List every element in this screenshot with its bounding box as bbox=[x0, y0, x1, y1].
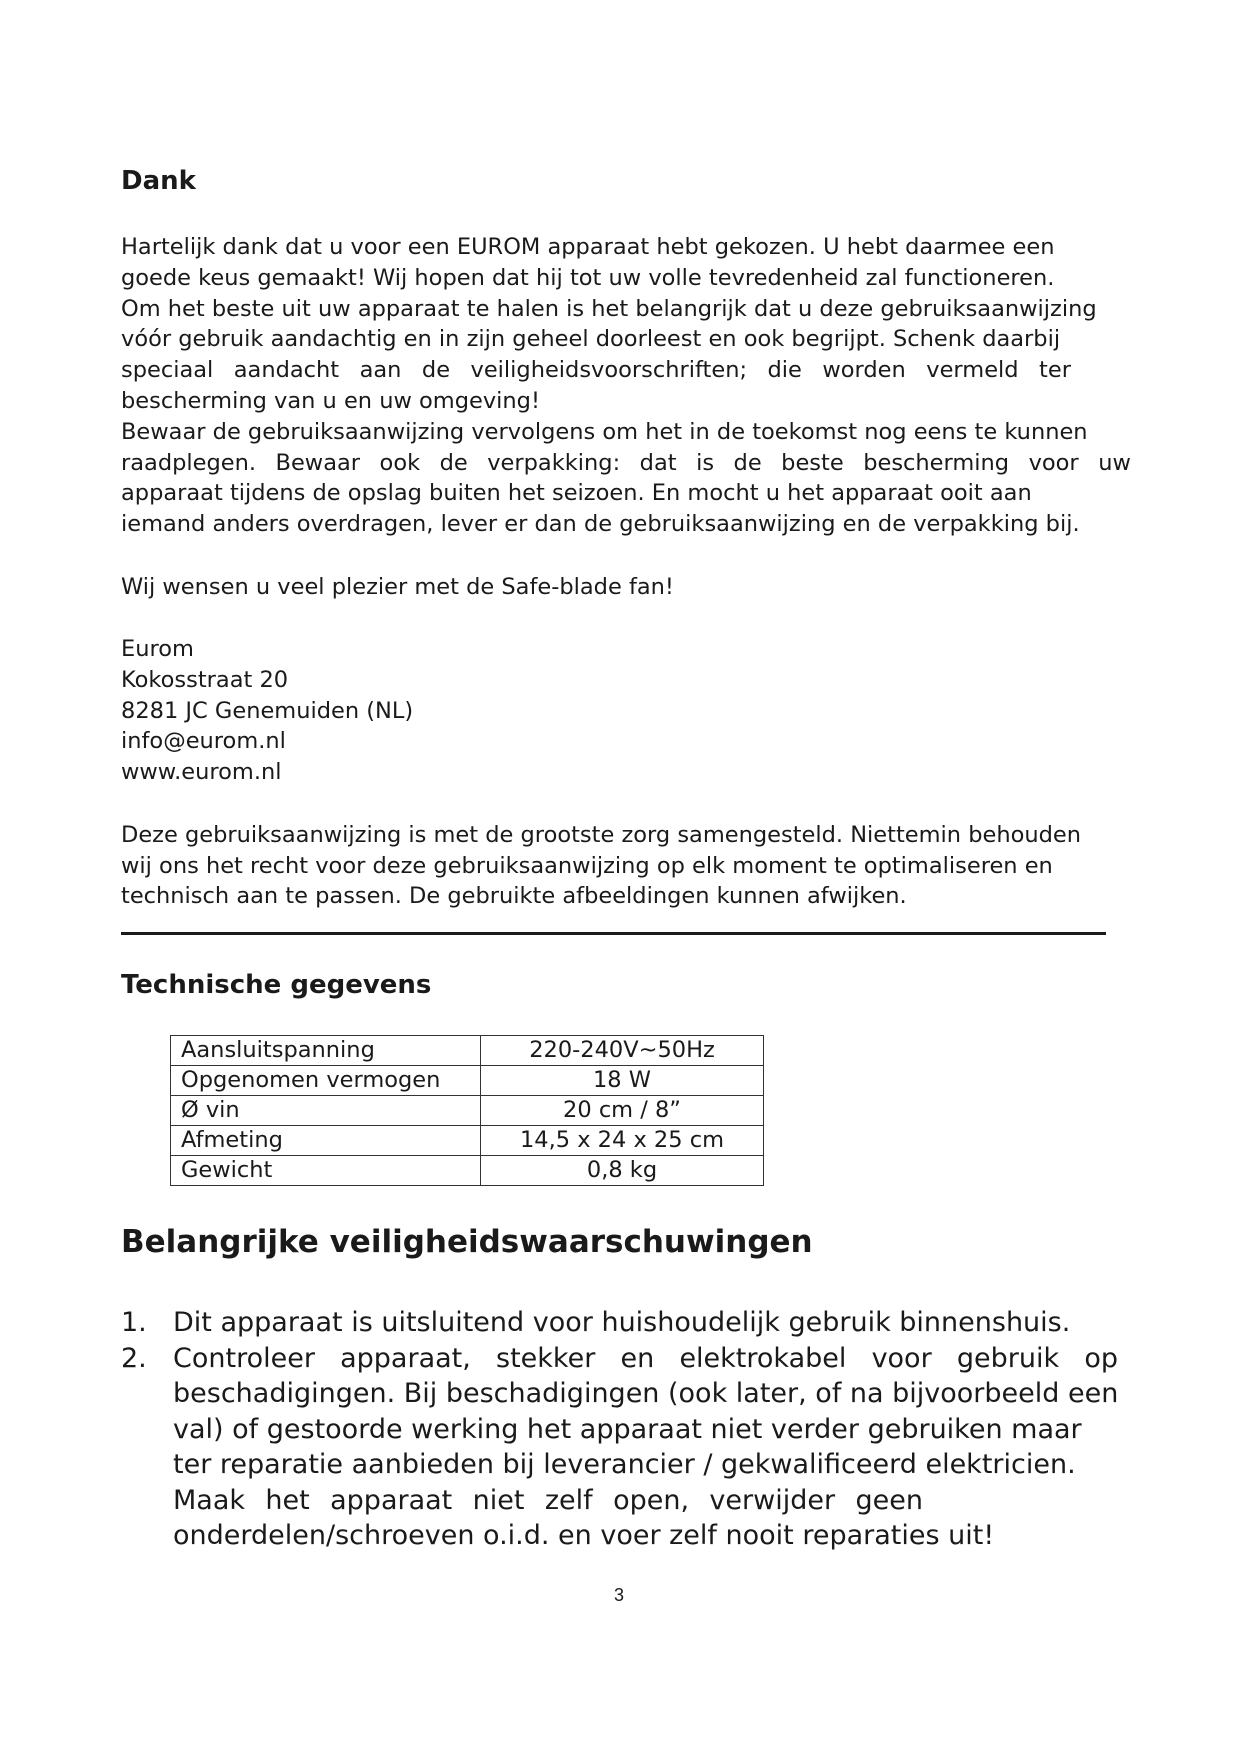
intro-line: Om het beste uit uw apparaat te halen is het belangrijk dat u deze gebruiksaanwijzing bbox=[121, 295, 1097, 322]
spec-label: Afmeting bbox=[171, 1126, 481, 1156]
intro-paragraph bbox=[121, 232, 1151, 540]
spec-label: Opgenomen vermogen bbox=[171, 1066, 481, 1096]
company-name: Eurom bbox=[121, 636, 194, 662]
warning-line: ter reparatie aanbieden bij leverancier / gekwalificeerd elektricien. bbox=[173, 1449, 1076, 1480]
intro-line: Bewaar de gebruiksaanwijzing vervolgens om het in de toekomst nog eens te kunnen bbox=[121, 418, 1088, 445]
company-street: Kokosstraat 20 bbox=[121, 666, 289, 693]
warning-line: Controleer apparaat, stekker en elektrokabel voor gebruik op bbox=[173, 1342, 1118, 1374]
intro-line: raadplegen. Bewaar ook de verpakking: dat is de beste bescherming voor uw bbox=[121, 449, 1131, 476]
wish-text: Wij wensen u veel plezier met de Safe-blade fan! bbox=[121, 574, 674, 600]
company-website: www.eurom.nl bbox=[121, 759, 282, 786]
spec-value: 14,5 x 24 x 25 cm bbox=[481, 1126, 764, 1156]
section-title-dank: Dank bbox=[121, 166, 196, 196]
list-item-number: 1. bbox=[121, 1307, 147, 1338]
disclaimer-line: technisch aan te passen. De gebruikte afbeeldingen kunnen afwijken. bbox=[121, 883, 907, 909]
intro-line: iemand anders overdragen, lever er dan de gebruiksaanwijzing en de verpakking bij. bbox=[121, 511, 1080, 538]
warning-line: val) of gestoorde werking het apparaat niet verder gebruiken maar bbox=[173, 1413, 1082, 1445]
list-item-number: 2. bbox=[121, 1342, 147, 1374]
disclaimer-line: Deze gebruiksaanwijzing is met de grootste zorg samengesteld. Niettemin behouden bbox=[121, 822, 1081, 848]
disclaimer-line: wij ons het recht voor deze gebruiksaanwijzing op elk moment te optimaliseren en bbox=[121, 852, 1053, 879]
spec-value: 220-240V~50Hz bbox=[481, 1036, 764, 1066]
spec-value: 20 cm / 8” bbox=[481, 1096, 764, 1126]
warning-line: Dit apparaat is uitsluitend voor huishoudelijk gebruik binnenshuis. bbox=[173, 1307, 1071, 1338]
spec-label: Gewicht bbox=[171, 1156, 481, 1186]
intro-line: goede keus gemaakt! Wij hopen dat hij tot uw volle tevredenheid zal functioneren. bbox=[121, 264, 1055, 291]
disclaimer-paragraph bbox=[121, 820, 1081, 912]
table-row bbox=[171, 1096, 764, 1126]
company-city: 8281 JC Genemuiden (NL) bbox=[121, 697, 414, 724]
intro-line: bescherming van u en uw omgeving! bbox=[121, 387, 540, 414]
section-title-safety: Belangrijke veiligheidswaarschuwingen bbox=[121, 1224, 813, 1260]
list-item bbox=[121, 1341, 1151, 1554]
table-row bbox=[171, 1126, 764, 1156]
intro-line: speciaal aandacht aan de veiligheidsvoorschriften; die worden vermeld ter bbox=[121, 357, 1071, 384]
table-row bbox=[171, 1066, 764, 1096]
warning-line: beschadigingen. Bij beschadigingen (ook later, of na bijvoorbeeld een bbox=[173, 1378, 1119, 1409]
page-number: 3 bbox=[614, 1585, 625, 1605]
safety-warnings-list bbox=[121, 1305, 1151, 1554]
company-address bbox=[121, 634, 413, 788]
warning-line: Maak het apparaat niet zelf open, verwijder geen bbox=[173, 1484, 923, 1516]
intro-line: vóór gebruik aandachtig en in zijn geheel doorleest en ook begrijpt. Schenk daarbij bbox=[121, 326, 1061, 353]
company-email: info@eurom.nl bbox=[121, 728, 286, 755]
spec-label: Ø vin bbox=[171, 1096, 481, 1126]
section-title-technical: Technische gegevens bbox=[121, 970, 432, 1000]
spec-label: Aansluitspanning bbox=[171, 1036, 481, 1066]
spec-value: 0,8 kg bbox=[481, 1156, 764, 1186]
table-row bbox=[171, 1036, 764, 1066]
intro-line: Hartelijk dank dat u voor een EUROM apparaat hebt gekozen. U hebt daarmee een bbox=[121, 234, 1055, 260]
intro-line: apparaat tijdens de opslag buiten het seizoen. En mocht u het apparaat ooit aan bbox=[121, 480, 1032, 507]
list-item bbox=[121, 1305, 1151, 1341]
warning-line: onderdelen/schroeven o.i.d. en voer zelf nooit reparaties uit! bbox=[173, 1520, 995, 1551]
spec-value: 18 W bbox=[481, 1066, 764, 1096]
technical-specs-table bbox=[170, 1035, 764, 1186]
table-row bbox=[171, 1156, 764, 1186]
horizontal-divider bbox=[121, 932, 1106, 935]
